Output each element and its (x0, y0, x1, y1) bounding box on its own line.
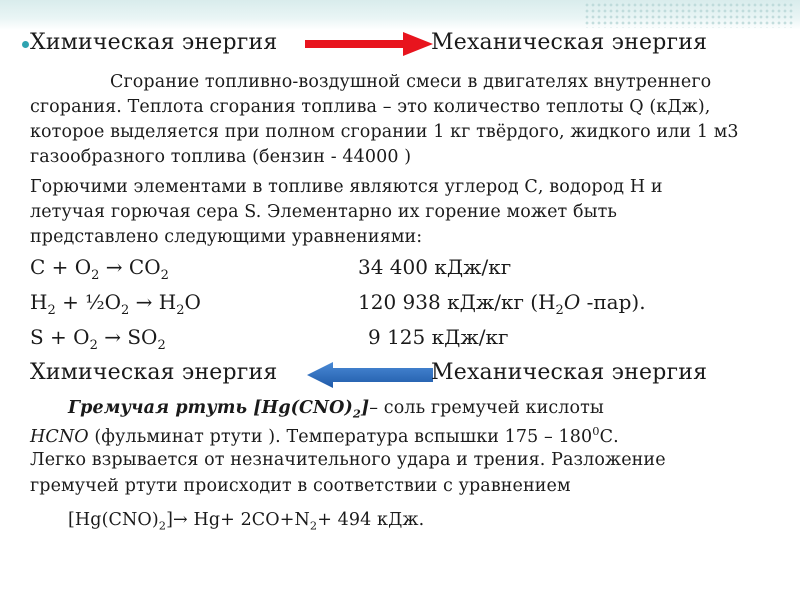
para1-line4: газообразного топлива (бензин - 44000 ) (30, 147, 412, 167)
arrow-left-icon (307, 362, 433, 388)
top-decorative-band (0, 0, 800, 30)
heading-chemical-energy: Химическая энергия (30, 30, 278, 55)
heading-mechanical-energy: Механическая энергия (431, 30, 708, 55)
heading2-mechanical-energy: Механическая энергия (431, 360, 708, 385)
bullet-dot (22, 41, 29, 48)
heading2-chemical-energy: Химическая энергия (30, 360, 278, 385)
equation-carbon-value: 34 400 кДж/кг (358, 255, 512, 279)
para3-line4: гремучей ртути происходит в соответствии с уравнением (30, 476, 571, 496)
para3-line2: HCNO (фульминат ртути ). Температура вспышки $175 - 180^0С$. (30, 424, 619, 447)
equation-hydrogen-value: 120 938 кДж/кг ($H_2O$ -пар). (358, 290, 646, 318)
dot-pattern (584, 2, 794, 28)
para3-line3: Легко взрывается от незначительного удара и трения. Разложение (30, 450, 666, 470)
equation-sulfur-value: 9 125 кДж/кг (368, 325, 509, 349)
para2-line2: летучая горючая сера S. Элементарно их горение может быть (30, 202, 618, 222)
equation-carbon: $C + O_2 \to CO_2$ (30, 255, 169, 283)
arrow-right-icon (305, 32, 433, 56)
para1-line1: Сгорание топливно-воздушной смеси в двигателях внутреннего (110, 72, 712, 92)
para1-line3: которое выделяется при полном сгорании 1 кг твёрдого, жидкого или 1 м3 (30, 122, 739, 142)
para2-line3: представлено следующими уравнениями: (30, 227, 423, 247)
para2-line1: Горючими элементами в топливе являются углерод С, водород Н и (30, 177, 663, 197)
para1-line2: сгорания. Теплота сгорания топлива – это количество теплоты Q (кДж), (30, 97, 711, 117)
equation-sulfur: $S + O_2 \to SO_2$ (30, 325, 166, 353)
decomposition-equation: $[Hg(CNO)_2]\to Hg+ 2CO+N_2+ 494$ кДж. (68, 510, 425, 533)
equation-hydrogen: $H_2$ + $\frac{1}{2}O_2 \to H_2O$ (30, 290, 201, 318)
para3-line1: Гремучая ртуть $[Hg(CNO)_2]-$ соль гремучей кислоты (68, 398, 604, 421)
fulminate-term: Гремучая ртуть [Hg(CNO) (68, 398, 353, 418)
